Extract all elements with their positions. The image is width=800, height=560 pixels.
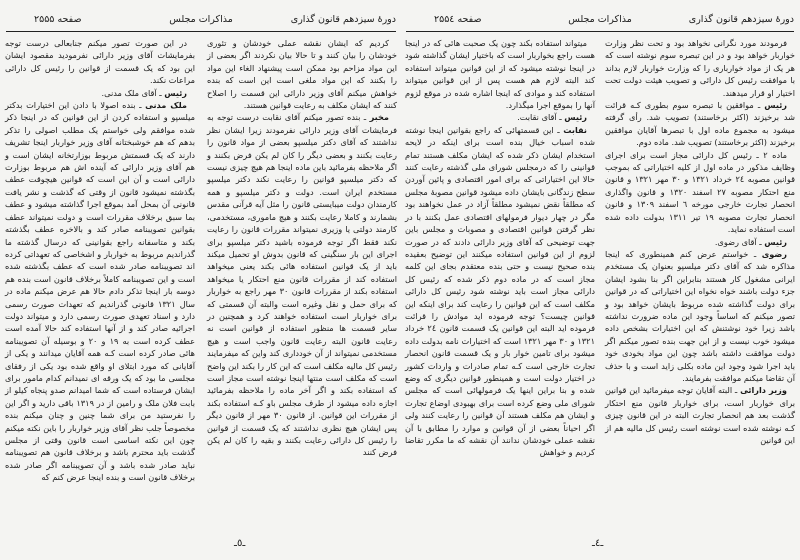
publication-title: مذاکرات مجلس — [169, 14, 233, 25]
paragraph-text: ـ خواستم عرض کنم همینطوری که اینجا مذاکره شد که آقای دکتر میلسپو بعنوان یک مستخدم ایرانی مشغول کار هستند بنابراین اگر بنا بشود ایشان جزء دولت باشند خواه نخواه این اختیاراتی که در قوانین برای دولت گذاشته شده مربوط بایشان خواهد بود و تصور میکنم که اساساً وجود این ماده ضرورت نداشته باشد زیرا خود نوشتنش که این اختیارات بشخص داده میشود خوب نیست و از این جهت بنده تصور میکنم اگر دولت موافقت داشته باشد چون این مواد بخودی خود باید اجرا شود وجود این ماده بکلی زاید است و با حذف آن تقاضا میکنم موافقت بفرمایند. — [605, 248, 795, 383]
speaker-name: رئیس — [564, 112, 587, 123]
page-header — [6, 12, 396, 30]
text-column — [405, 37, 595, 459]
paragraph — [605, 149, 795, 236]
folio-number: ـ٥ـ — [234, 538, 246, 549]
text-column — [605, 37, 795, 446]
speaker-name: مخبر — [369, 112, 389, 123]
text-column — [207, 37, 397, 459]
paragraph-text: ـ آقای رضوی. — [714, 236, 762, 247]
paragraph-text: ـ آقای نقابت. — [517, 112, 562, 123]
paragraph — [5, 37, 195, 87]
paragraph — [405, 111, 595, 123]
speaker-name: وزیر دارائی — [740, 385, 787, 396]
paragraph-text: کردیم که ایشان نقشه عملی خودشان و تئوری خودشان را بیان کنند و تا حالا بیان نکردند اگر بعضی از این مواد مزاحم بود ممکن است پیشنهاد الغاء این مواد را بکنند که این مواد ملغی است این است که بنده خواهش میکنم آقای وزیر دارائی این قسمت را اصلاح کنند که ایشان مکلف به رعایت قوانین هستند. — [207, 38, 397, 111]
paragraph-text: ـ بنده اصولا با دادن این اختیارات بدکتر میلسپو و استفاده کردن از این قوانین که در اینجا ذکر شده موافقم ولی خواستم یک مطلب اصولی را تذکر بدهم که هم خوشبختانه آقای وزیر خواربار اینجا تشریف دارند که یک قسمتش مربوط بوزارتخانه ایشان است و هم آقای وزیر دارائی که آینده اش هم مربوط بوزارت دارائی است و آن این است که قوانین هیچوقت عطف بگذشته نمیشود قانون از وقتی که گذشت و نشر یافت قانونی آن بمحل آمد بموقع اجرا گذاشته میشود و عطف بما سبق برخلاف مقررات است و دولت نمیتواند عطف بقوانین تصویبنامه صادر کند و بالاخره عطف بگذشته بکند و متاسفانه راجع بقوانینی که درسال گذشته ما گذراندیم مربوط به خواربار و اشخاصی که تعهداتی کرده اند تصویبنامه صادر شده است که عطف بگذشته شده است و این تصویبنامه کاملاً برخلاف قانون است بنده هم دوسه بار اینجا تذکر دادم حالا هم عرض میکنم ماده در سال ۱۳۲۱ قانونی گذراندیم که تعهدات صورت رسمی دارد و اسناد تعهدی صورت رسمی دارد و میتواند دولت اجرائیه صادر کند و از آنها استفاده کند حالا آمده است عطف کرده است به ۱۹ و ۲۰ و بوسیله آن تصویبنامه هائی صادر کرده است کـه همه آقایان میدانند و یکی از آقایانی که مورد ابتلای او واقع شده بود یکی از رفقای مجلسی ما بود که یک ورقه ای نمیدانم کدام مامور برای ایشان فرستاده است که شما امیدانم صدو پنجاه کیلو از بابت فلان ملک و رامین از در ۱۳۱۹ باقی دارید و اگر این را نفرستید من برای شما چنین و چنان میکنم بنده مخصوصاً جلب نظر آقای وزیر خواربار را باین نکته میکنم چون این نکته اساسی است قانون وقتی از مجلس گذشت باید محترم باشد و برخلاف قانون هم تصویبنامه نباید صادر شده باشد و آن تصویبنامه اگر صادر شده برخلاف قانون است و بنده اینجا عرض کنم که — [5, 100, 195, 483]
paragraph-text: ماده ۲ ـ رئیس کل دارائی مجاز است برای اجرای وظایف مذکور در ماده اول از کلیه اختیاراتی که بموجب قوانین مصوبه ۲٤ خرداد ۱۳۲۱ و ۳۰ مهر ۱۳۲۱ و قانون منع احتکار مصوبه ۲۷ اسفند ۱۳۲۰ و قانون واگذاری انحصار تجارت خارجی مورخه ٦ اسفند ۱۳۰۹ و قانون انحصار تجارت مصوبه ۱۹ تیر ۱۳۱۱ بدولت داده شده است استفاده نماید. — [605, 149, 795, 235]
paragraph-text: فرمودند مورد نگرانی نخواهد بود و تحت نظر وزارت خواربار خواهد بود و در این تبصره سوم نوشته است که هر یک از مواد خواربارى را كه وزارت خواربار لازم بداند با موافقت رئیس کل دارائی و تصویب هیئت دولت تحت اختیار او قرار میدهند. — [605, 38, 795, 98]
speaker-name: ملک مدنی — [145, 100, 187, 111]
speaker-name: رضوی — [761, 248, 787, 259]
paragraph — [5, 87, 195, 99]
left-page — [2, 0, 400, 560]
paragraph-text: ـ البته آقایان توجه میفرمائید این قوانین برای خواربار است، برای خواربار قانون منع احتکار گذشت بعد هم انحصار تجارت البته در این قانون چیزی کـه نوشته شده است نوشته است رئیس کل مالیه هم از این قوانین — [605, 385, 795, 445]
text-column — [5, 37, 195, 484]
header-rule — [406, 31, 794, 32]
folio-number: ـ٤ـ — [592, 538, 604, 549]
paragraph — [207, 37, 397, 111]
page-number: صفحه ۲۵۵۵ — [34, 14, 82, 25]
right-page — [402, 0, 798, 560]
paragraph — [605, 236, 795, 248]
paragraph — [605, 37, 795, 99]
paragraph-text: میتواند استفاده بکند چون یک صحبت هائی که در اینجا هست راجع بخواربار است که باختیار ایشان گذاشته شود در اینجا نوشته میشود که از این قوانین میتواند استفاده کند البته لازم هم هست پس از این قوانین میتواند استفاده کند و موادی که اینجا اشاره شده در موقع لزوم آنها را بموقع اجرا میگذارد. — [405, 38, 595, 111]
paragraph — [605, 384, 795, 446]
speaker-name: رئیس — [164, 87, 187, 98]
session-title: دورهٔ سیزدهم قانون گذاری — [290, 14, 396, 25]
paragraph — [605, 248, 795, 384]
paragraph — [405, 124, 595, 459]
paragraph — [5, 99, 195, 484]
session-title: دورهٔ سیزدهم قانون گذاری — [688, 14, 794, 25]
speaker-name: نقابت — [563, 124, 587, 135]
page-number: صفحه ۲۵۵٤ — [434, 14, 482, 25]
publication-title: مذاکرات مجلس — [568, 14, 632, 25]
paragraph — [207, 111, 397, 458]
page-header — [406, 12, 794, 30]
paragraph-text: ـ این قسمتهائی که راجع بقوانین اینجا نوشته شده اسباب خیال بنده است برای اینکه در لایحه استخدام ایشان ذکر شده که ایشان مکلف هستند تمام قوانینی را که درمجلس شورای ملی گذشته رعایت کنند حالا این اختیاراتی که برای امور اقتصادی و پائین آوردن سطح زندگانی بایشان داده میشود قوانین مصوبهٔ مجلس که مطلقاً نقض نمیشود مطلقاً آزاد در عمل نخواهند بود مگر در چهار دیوار فرمولهای اقتصادی عمل بکنند با در نظر گرفتن قوانین اقتصادی و مصوبات و مجلس باین جهت توضیحی که آقای وزیر دارائی دادند که در صورت لزوم از این قوانین استفاده میکنند این توضیح بعقیده بنده صحیح نیست و حتی بنده معتقدم بجای این کلمه مجاز است که در ماده دوم ذکر شده که رئیس کل دارائی مجاز است باید نوشته شود رئیس کل دارائی مکلف است که این قوانین را رعایت کند برای اینکه این قوانین چیست؟ توجه فرموده اید موادش را قرائت فرموده اید البته این قوانین یک قسمت قانون ۲٤ خرداد ۱۳۲۱ و ۳۰ مهر ۱۳۲۱ است که اختیارات نامه بدولت داده میشود برای تامین خوار بار و یک قسمت قانون انحصار تجارت خارجی است کـه تمام صادرات و واردات کشور در اختیار دولت است و همینطور قوانین دیگری که وضع شده و بنا براین اینها یک فرمولهائی است که مجلس شورای ملی وضع کرده است برای بهبودی اوضاع تجارت و ایشان هم مکلف هستند آن قوانین را رعایت کنند ولی اگر احیاناً بعضی از آن قوانین و موارد را مطابق با آن نقشه عملی خودشان ندانند آن نقشه که ما مکرر تقاضا کردیم و خواهش — [405, 124, 596, 458]
paragraph-text: ـ بنده تصور میکنم آقای نقابت درست توجه به فرمایشات آقای وزیر دارائی نفرمودند زیرا ایشان نظر نداشتند که آقای دکتر میلسپو بعضی از مواد قانون را رعایت بکنند و بعضی دیگر را کان لم یکن فرض بکنند و اگر ملاحظه بفرمائید باین ماده اینجا هم هیچ چیزی نیست که دکتر میلسپو قوانین را رعایت نکند دکتر میلسپو مستخدم ایران است. دولت و دکتر میلسپو و همه کارمندان دولت میبایستی قانون را مثل آیه قرآنی مقدس بشمارند و کاملا رعایت بکنند و هیچ ماموری، مستخدمی، کارمند دولتی یا وزیری نمیتواند مقررات قانون را رعایت نکند فقط اگر توجه فرموده باشید دکتر میلسپو برای اجرای این بار سنگینی که قانون بدوش او تحمیل میکند باید از یک قوانین استفاده هائی بکند یعنی میخواهد استفاده کند از مقررات قانون منع احتکار یا میخواهد استفاده بکند از مقررات قانون ۳۰ مهر راجع به خواربار که برای حمل و نقل وغیره است والبته آن قسمتی که برای خواربار است استفاده خواهند کرد و همچنین در سایر قسمت ها منظور استفاده از قوانین است نه رعایت قانون البته رعایت قانون واجب است و هیچ مستخدمی نمیتواند از آن خودداری کند واین که میفرمایند رئیس کل مالیه مکلف است که این کار را بکند این واضح است که مکلف است منتها اینجا نوشته است مجاز است که استفاده بکند و اگر آخر ماده را ملاحظه بفرمائید اجازه داده میشود از طرف مجلس باو کـه استفاده بکند از مقررات این قوانین. از قانون ۳۰ مهر از قانون دیگر پس ایشان هیچ نظری نداشتند که یک قسمت از قوانین را رئیس کل دارائی رعایت بکنند و بقیه را کان لم یکن فرض کنند — [207, 112, 397, 458]
speaker-name: رئیس — [764, 100, 787, 111]
paragraph — [405, 37, 595, 111]
paragraph — [605, 99, 795, 149]
speaker-name: رئیس — [764, 236, 787, 247]
header-rule — [6, 31, 396, 32]
paragraph-text: ـ آقای ملک مدنی. — [101, 87, 162, 98]
paragraph-text: ـ موافقین با تبصره سوم بطوری کـه قرائت شد برخیزند (اکثر برخاستند) تصویب شد. رأی گرفته میشود به مجموع ماده اول با تبصرها آقایان موافقین برخیزند (اکثر برخاستند) تصویب شد. ماده دوم. — [605, 100, 795, 148]
paragraph-text: در این صورت تصور میکنم جنابعالی درست توجه بفرمایشات آقای وزیر دارائی نفرمودید مقصود ایشان این بود که یک قسمت از قوانین را رئیس کل دارائی مراعات نکند. — [5, 38, 195, 86]
